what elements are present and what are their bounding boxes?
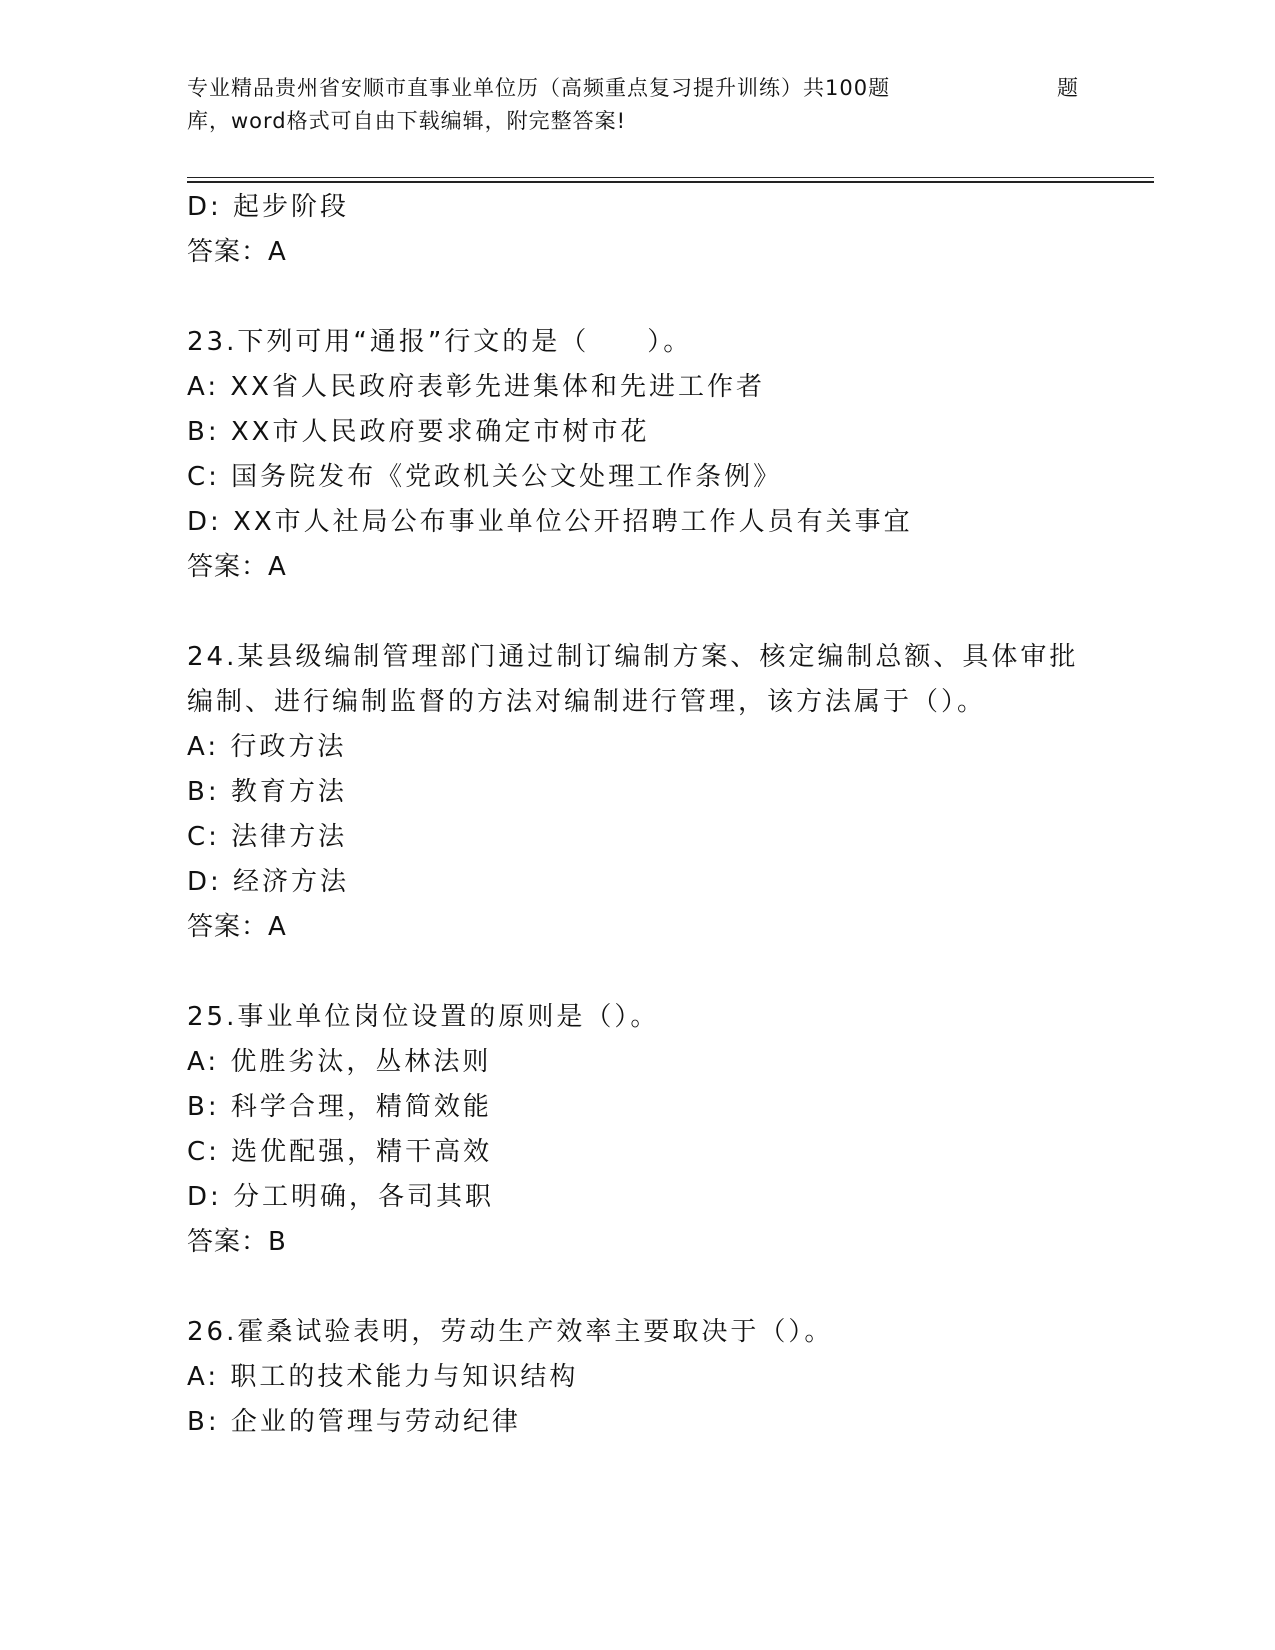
- q26-stem: 26.霍桑试验表明，劳动生产效率主要取决于（）。: [187, 1317, 834, 1347]
- q25-stem: 25.事业单位岗位设置的原则是（）。: [187, 1002, 660, 1032]
- q24-option-a: A: 行政方法: [187, 732, 347, 762]
- prev-option-d: D: 起步阶段: [187, 192, 350, 222]
- q24-option-b: B: 教育方法: [187, 777, 347, 807]
- q25-option-d: D: 分工明确，各司其职: [187, 1182, 495, 1212]
- header-divider-thick: [187, 181, 1154, 183]
- header-title-line2: 库，word格式可自由下载编辑，附完整答案!: [187, 109, 627, 133]
- q25-option-b: B: 科学合理，精简效能: [187, 1092, 492, 1122]
- q26-option-b: B: 企业的管理与劳动纪律: [187, 1407, 521, 1437]
- q26-option-a: A: 职工的技术能力与知识结构: [187, 1362, 579, 1392]
- header-divider-thin: [187, 177, 1154, 178]
- q25-answer: 答案：B: [187, 1227, 287, 1257]
- prev-answer: 答案：A: [187, 237, 287, 267]
- header-title-tail: 题: [1057, 76, 1079, 100]
- q24-option-c: C: 法律方法: [187, 822, 348, 852]
- q25-option-a: A: 优胜劣汰，丛林法则: [187, 1047, 492, 1077]
- q24-answer: 答案：A: [187, 912, 287, 942]
- q24-stem-line2: 编制、进行编制监督的方法对编制进行管理，该方法属于（）。: [187, 687, 987, 717]
- q23-option-d: D: XX市人社局公布事业单位公开招聘工作人员有关事宜: [187, 507, 913, 537]
- page-header: [187, 72, 1087, 138]
- q25-option-c: C: 选优配强，精干高效: [187, 1137, 493, 1167]
- q23-option-c: C: 国务院发布《党政机关公文处理工作条例》: [187, 462, 783, 492]
- q23-option-a: A: XX省人民政府表彰先进集体和先进工作者: [187, 372, 765, 402]
- q24-stem-line1: 24.某县级编制管理部门通过制订编制方案、核定编制总额、具体审批: [187, 642, 1079, 672]
- q23-stem: 23.下列可用“通报”行文的是（ ）。: [187, 327, 693, 357]
- q23-answer: 答案：A: [187, 552, 287, 582]
- q23-option-b: B: XX市人民政府要求确定市树市花: [187, 417, 650, 447]
- q24-option-d: D: 经济方法: [187, 867, 350, 897]
- header-title-line1: 专业精品贵州省安顺市直事业单位历（高频重点复习提升训练）共100题: [187, 76, 891, 100]
